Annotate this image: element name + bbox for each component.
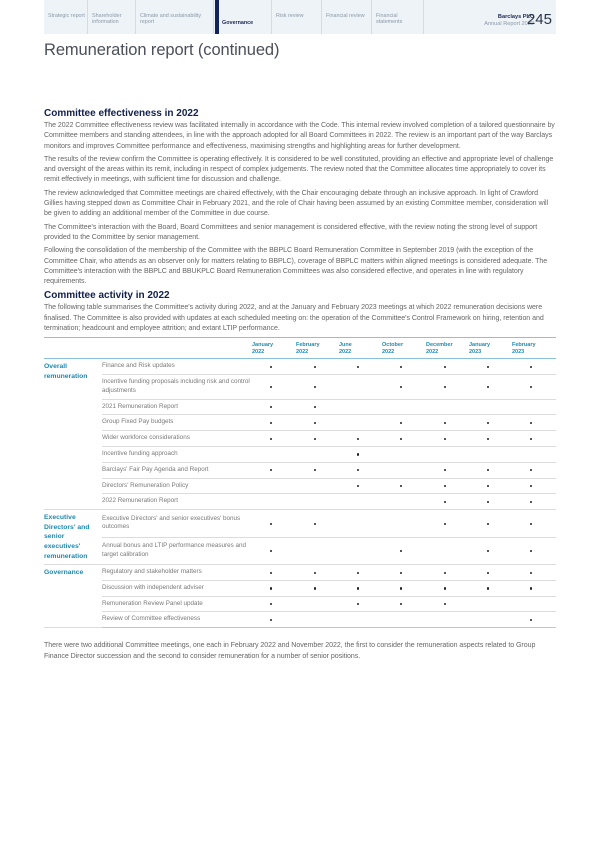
table-row [44,415,556,431]
bullet-dot-icon [487,572,489,574]
table-row [44,612,556,628]
bullet-dot-icon [400,603,402,605]
activity-mark-cell [382,431,426,447]
effectiveness-paragraph: The Committee's interaction with the Board, Board Committees and senior management is considered effective, with the review noting the strong level of support provided to the Committee by senior management. [44,223,538,241]
bullet-dot-icon [530,587,532,589]
bullet-dot-icon [487,550,489,552]
table-row [44,537,556,564]
bullet-dot-icon [530,485,532,487]
bullet-dot-icon [444,603,446,605]
table-row [44,580,556,596]
bullet-dot-icon [487,386,489,388]
column-month: December [426,342,453,349]
nav-tab-label: Financial statements [376,13,403,26]
activity-mark-cell [252,510,296,537]
activity-mark-cell [296,510,339,537]
page-number: 245 [526,11,552,28]
activity-mark-cell [296,462,339,478]
bullet-dot-icon [487,523,489,525]
activity-mark-cell [426,510,469,537]
empty-cell [382,462,426,478]
activity-mark-cell [469,510,512,537]
bullet-dot-icon [400,366,402,368]
bullet-dot-icon [270,386,272,388]
activity-mark-cell [469,494,512,510]
bullet-dot-icon [487,501,489,503]
empty-cell [339,612,382,628]
bullet-dot-icon [530,523,532,525]
activity-mark-cell [382,537,426,564]
column-header-meeting [339,338,382,359]
column-month: January [469,342,491,349]
bullet-dot-icon [444,572,446,574]
bullet-dot-icon [314,572,316,574]
empty-cell [512,596,556,612]
activity-item: Review of Committee effectiveness [102,612,252,628]
activity-mark-cell [252,374,296,399]
activity-mark-cell [382,596,426,612]
activity-mark-cell [426,462,469,478]
activity-mark-cell [252,537,296,564]
activity-mark-cell [252,596,296,612]
activity-mark-cell [382,374,426,399]
bullet-dot-icon [444,366,446,368]
bullet-dot-icon [530,386,532,388]
bullet-dot-icon [270,366,272,368]
activity-item: Wider workforce considerations [102,431,252,447]
empty-cell [382,510,426,537]
activity-mark-cell [426,374,469,399]
column-month: February [512,342,536,349]
bullet-dot-icon [530,469,532,471]
activity-mark-cell [339,478,382,494]
bullet-dot-icon [444,438,446,440]
bullet-dot-icon [487,438,489,440]
table-row [44,596,556,612]
activity-intro: The following table summarises the Committee's activity during 2022, and at the January and February 2023 meetings at which 2022 remuneration decisions were finalised. The Committee is also provided with updates at each scheduled meeting on: the operation of the Committee's Control Framework on hiring, retention and termination; headcount and employee attrition; and extant LTIP performance. [44,304,544,333]
column-year: 2023 [469,348,482,355]
column-header-meeting [469,338,512,359]
bullet-dot-icon [444,587,446,589]
bullet-dot-icon [530,438,532,440]
section-nav-bar [44,0,556,34]
activity-item: Discussion with independent adviser [102,580,252,596]
empty-cell [339,510,382,537]
bullet-dot-icon [400,550,402,552]
activity-mark-cell [296,399,339,415]
column-year: 2022 [252,348,265,355]
bullet-dot-icon [400,438,402,440]
activity-mark-cell [252,580,296,596]
nav-tab-financial-statements[interactable] [372,0,424,34]
category-label: Governance [44,565,102,628]
table-body [44,359,556,628]
page-title: Remuneration report (continued) [44,41,280,59]
activity-mark-cell [512,580,556,596]
activity-mark-cell [469,415,512,431]
empty-cell [512,399,556,415]
closing-paragraph: There were two additional Committee meetings, one each in February 2022 and November 2022, the first to consider the remuneration aspects related to Group Finance Director succession and the second to consider remuneration for a number of senior positions. [44,642,536,660]
activity-mark-cell [512,478,556,494]
effectiveness-heading: Committee effectiveness in 2022 [44,108,199,119]
activity-mark-cell [512,431,556,447]
table-row [44,446,556,462]
main-content [44,108,556,665]
bullet-dot-icon [270,550,272,552]
activity-mark-cell [469,431,512,447]
activity-mark-cell [426,580,469,596]
activity-mark-cell [252,399,296,415]
empty-cell [382,446,426,462]
brand-name: Barclays PLC [497,14,534,20]
activity-mark-cell [512,494,556,510]
empty-cell [252,446,296,462]
empty-cell [426,446,469,462]
table-row [44,478,556,494]
nav-tab-label: Financial review [326,13,365,19]
bullet-dot-icon [357,366,359,368]
activity-mark-cell [296,374,339,399]
activity-mark-cell [339,596,382,612]
category-label: Overall remuneration [44,359,102,510]
activity-mark-cell [339,565,382,581]
empty-cell [426,399,469,415]
bullet-dot-icon [400,386,402,388]
activity-item: 2022 Remuneration Report [102,494,252,510]
bullet-dot-icon [487,469,489,471]
empty-cell [469,612,512,628]
activity-mark-cell [469,565,512,581]
activity-mark-cell [339,431,382,447]
empty-cell [339,494,382,510]
table-row [44,510,556,537]
category-label: Executive Directors' and senior executives' remuneration [44,510,102,565]
bullet-dot-icon [270,603,272,605]
column-month: October [382,342,404,349]
empty-cell [296,596,339,612]
nav-tab-governance[interactable] [218,0,272,34]
column-header-meeting [512,338,556,359]
activity-mark-cell [252,431,296,447]
activity-mark-cell [296,431,339,447]
column-year: 2022 [296,348,309,355]
bullet-dot-icon [270,572,272,574]
activity-mark-cell [426,565,469,581]
effectiveness-paragraph: The results of the review confirm the Committee is operating effectively. It is considered to be well constituted, providing an effective and appropriate level of challenge and oversight of the areas within its remit, including in respect of complex judgements. The review noted that the Committee allocates time appropriately to cover its remit effectively in meetings, with sufficient time for discussion and challenge. [44,155,554,184]
bullet-dot-icon [357,469,359,471]
activity-mark-cell [512,359,556,375]
bullet-dot-icon [314,523,316,525]
empty-cell [296,494,339,510]
bullet-dot-icon [530,550,532,552]
bullet-dot-icon [487,587,489,589]
nav-tab-shareholder-information[interactable] [88,0,136,34]
activity-mark-cell [426,478,469,494]
empty-cell [339,537,382,564]
empty-cell [339,399,382,415]
activity-mark-cell [426,494,469,510]
activity-mark-cell [469,359,512,375]
activity-mark-cell [252,462,296,478]
bullet-dot-icon [357,572,359,574]
bullet-dot-icon [270,406,272,408]
activity-item: 2021 Remuneration Report [102,399,252,415]
activity-mark-cell [296,415,339,431]
effectiveness-paragraph: The review acknowledged that Committee meetings are chaired effectively, with the Chair encouraging debate through an inclusive approach. In light of Crawford Gillies having stepped down as Committee Chair in February 2021, and the role of Chair having been assumed by an existing Committee member, consideration will be given to adding an additional member of the Committee in due course. [44,189,549,218]
empty-cell [512,446,556,462]
bullet-dot-icon [444,422,446,424]
activity-heading: Committee activity in 2022 [44,290,170,302]
empty-cell [469,399,512,415]
bullet-dot-icon [530,366,532,368]
nav-tab-label: Shareholder information [92,13,122,26]
activity-item: Incentive funding approach [102,446,252,462]
empty-cell [426,612,469,628]
activity-mark-cell [382,478,426,494]
activity-mark-cell [469,462,512,478]
bullet-dot-icon [270,619,272,621]
bullet-dot-icon [270,422,272,424]
nav-tab-financial-review[interactable] [322,0,372,34]
effectiveness-paragraph: Following the consolidation of the membership of the Committee with the BBPLC Board Remuneration Committee in September 2019 (with the exception of the Committee Chair, who attends as an observer only for matters relating to BBPLC), coverage of BBPLC matters within aligned meetings is considered adequate. The Committee's interaction with the BBPLC and BBUKPLC Board Remuneration Committees was also considered effective, and operates in line with regulatory requirements. [44,247,548,286]
activity-item: Remuneration Review Panel update [102,596,252,612]
bullet-dot-icon [314,438,316,440]
nav-tab-label: Governance [222,20,254,26]
activity-mark-cell [512,612,556,628]
report-name: Annual Report 2022 [484,20,534,27]
activity-mark-cell [469,537,512,564]
nav-tab-climate-sustainability[interactable] [136,0,214,34]
committee-activity-table [44,337,556,628]
activity-item: Group Fixed Pay budgets [102,415,252,431]
column-month: February [296,342,320,349]
bullet-dot-icon [357,453,359,455]
empty-cell [296,612,339,628]
activity-mark-cell [426,359,469,375]
column-year: 2023 [512,348,525,355]
bullet-dot-icon [400,485,402,487]
activity-mark-cell [426,431,469,447]
activity-mark-cell [252,565,296,581]
column-year: 2022 [382,348,395,355]
bullet-dot-icon [357,587,359,589]
bullet-dot-icon [530,501,532,503]
bullet-dot-icon [357,438,359,440]
bullet-dot-icon [314,406,316,408]
activity-mark-cell [339,446,382,462]
activity-item: Directors' Remuneration Policy [102,478,252,494]
bullet-dot-icon [314,587,316,589]
activity-mark-cell [252,415,296,431]
nav-tab-risk-review[interactable] [272,0,322,34]
table-row [44,399,556,415]
nav-tab-label: Risk review [276,13,304,19]
column-header-meeting [426,338,469,359]
bullet-dot-icon [270,469,272,471]
activity-mark-cell [469,580,512,596]
table-header-row [44,338,556,359]
empty-cell [339,374,382,399]
bullet-dot-icon [487,366,489,368]
header-blank [102,338,252,359]
column-header-meeting [296,338,339,359]
bullet-dot-icon [400,572,402,574]
bullet-dot-icon [357,485,359,487]
activity-item: Annual bonus and LTIP performance measures and target calibration [102,537,252,564]
activity-mark-cell [512,374,556,399]
empty-cell [252,494,296,510]
table-row [44,431,556,447]
column-header-meeting [382,338,426,359]
bullet-dot-icon [270,587,272,589]
empty-cell [382,399,426,415]
activity-mark-cell [512,565,556,581]
bullet-dot-icon [314,469,316,471]
activity-mark-cell [426,596,469,612]
activity-item: Barclays' Fair Pay Agenda and Report [102,462,252,478]
table-row [44,374,556,399]
activity-mark-cell [382,359,426,375]
activity-mark-cell [512,415,556,431]
activity-item: Finance and Risk updates [102,359,252,375]
empty-cell [469,596,512,612]
activity-mark-cell [382,580,426,596]
activity-mark-cell [252,359,296,375]
bullet-dot-icon [400,587,402,589]
activity-mark-cell [339,359,382,375]
activity-mark-cell [382,415,426,431]
activity-mark-cell [296,580,339,596]
table-row [44,359,556,375]
header-blank [44,338,102,359]
bullet-dot-icon [444,523,446,525]
activity-mark-cell [469,478,512,494]
empty-cell [296,478,339,494]
activity-item: Incentive funding proposals including risk and control adjustments [102,374,252,399]
activity-mark-cell [512,510,556,537]
activity-mark-cell [512,537,556,564]
empty-cell [339,415,382,431]
empty-cell [469,446,512,462]
activity-item: Executive Directors' and senior executives' bonus outcomes [102,510,252,537]
bullet-dot-icon [444,501,446,503]
column-year: 2022 [339,348,352,355]
activity-mark-cell [296,359,339,375]
activity-mark-cell [426,415,469,431]
column-header-meeting [252,338,296,359]
nav-tab-label: Strategic report [48,13,85,19]
empty-cell [252,478,296,494]
activity-mark-cell [512,462,556,478]
bullet-dot-icon [487,422,489,424]
bullet-dot-icon [530,422,532,424]
activity-mark-cell [469,374,512,399]
table-row [44,565,556,581]
bullet-dot-icon [487,485,489,487]
bullet-dot-icon [444,469,446,471]
table-row [44,494,556,510]
column-year: 2022 [426,348,439,355]
bullet-dot-icon [444,386,446,388]
bullet-dot-icon [314,366,316,368]
table-row [44,462,556,478]
bullet-dot-icon [530,619,532,621]
bullet-dot-icon [444,485,446,487]
empty-cell [382,494,426,510]
activity-mark-cell [252,612,296,628]
activity-item: Regulatory and stakeholder matters [102,565,252,581]
nav-tab-label: Climate and sustainability report [140,13,202,26]
bullet-dot-icon [314,422,316,424]
effectiveness-paragraph: The 2022 Committee effectiveness review was facilitated internally in accordance with the Code. This internal review involved completion of a tailored questionnaire by Committee members and standing attendees, in line with the approach adopted for all Board Committees in 2022. The review is an important part of the way Barclays monitors and improves Committee performance and effectiveness, maximising strengths and highlighting areas for further development. [44,122,555,150]
bullet-dot-icon [400,422,402,424]
bullet-dot-icon [270,523,272,525]
empty-cell [426,537,469,564]
bullet-dot-icon [357,603,359,605]
bullet-dot-icon [314,386,316,388]
empty-cell [296,446,339,462]
empty-cell [296,537,339,564]
activity-mark-cell [339,580,382,596]
empty-cell [382,612,426,628]
activity-mark-cell [339,462,382,478]
bullet-dot-icon [530,572,532,574]
column-month: June [339,342,352,349]
activity-mark-cell [296,565,339,581]
activity-mark-cell [382,565,426,581]
nav-tab-strategic-report[interactable] [44,0,88,34]
bullet-dot-icon [270,438,272,440]
column-month: January [252,342,274,349]
